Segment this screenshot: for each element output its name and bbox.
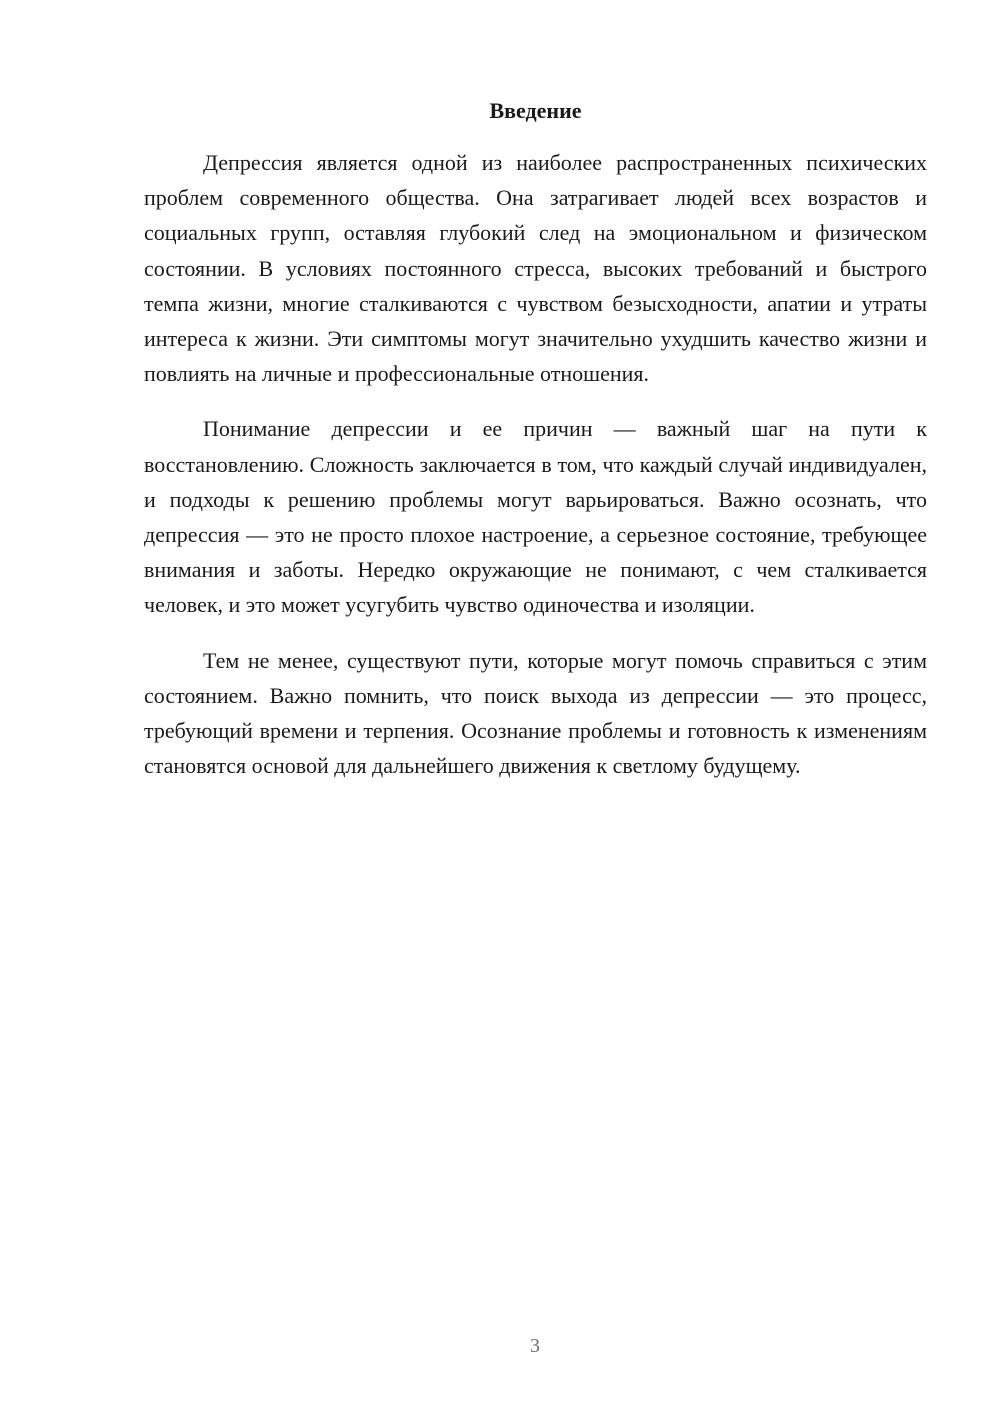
paragraph-1: Депрессия является одной из наиболее распространенных психических проблем современного общества. Она затрагивает людей всех возрастов и социальных групп, оставляя глубокий след на эмоциональном и физическом состоянии. В условиях постоянного стресса, высоких требований и быстрого темпа жизни, многие сталкиваются с чувством безысходности, апатии и утраты интереса к жизни. Эти симптомы могут значительно ухудшить качество жизни и повлиять на личные и профессиональные отношения. bbox=[144, 150, 927, 387]
page-content bbox=[144, 97, 927, 803]
paragraph-2: Понимание депрессии и ее причин — важный шаг на пути к восстановлению. Сложность заключается в том, что каждый случай индивидуален, и подходы к решению проблемы могут варьироваться. Важно осознать, что депрессия — это не просто плохое настроение, а серьезное состояние, требующее внимания и заботы. Нередко окружающие не понимают, с чем сталкивается человек, и это может усугубить чувство одиночества и изоляции. bbox=[144, 416, 927, 618]
page-number: 3 bbox=[530, 1335, 540, 1357]
page-title: Введение bbox=[489, 98, 582, 123]
paragraph-3: Тем не менее, существуют пути, которые могут помочь справиться с этим состоянием. Важно помнить, что поиск выхода из депрессии — это процесс, требующий времени и терпения. Осознание проблемы и готовность к изменениям становятся основой для дальнейшего движения к светлому будущему. bbox=[144, 647, 927, 779]
